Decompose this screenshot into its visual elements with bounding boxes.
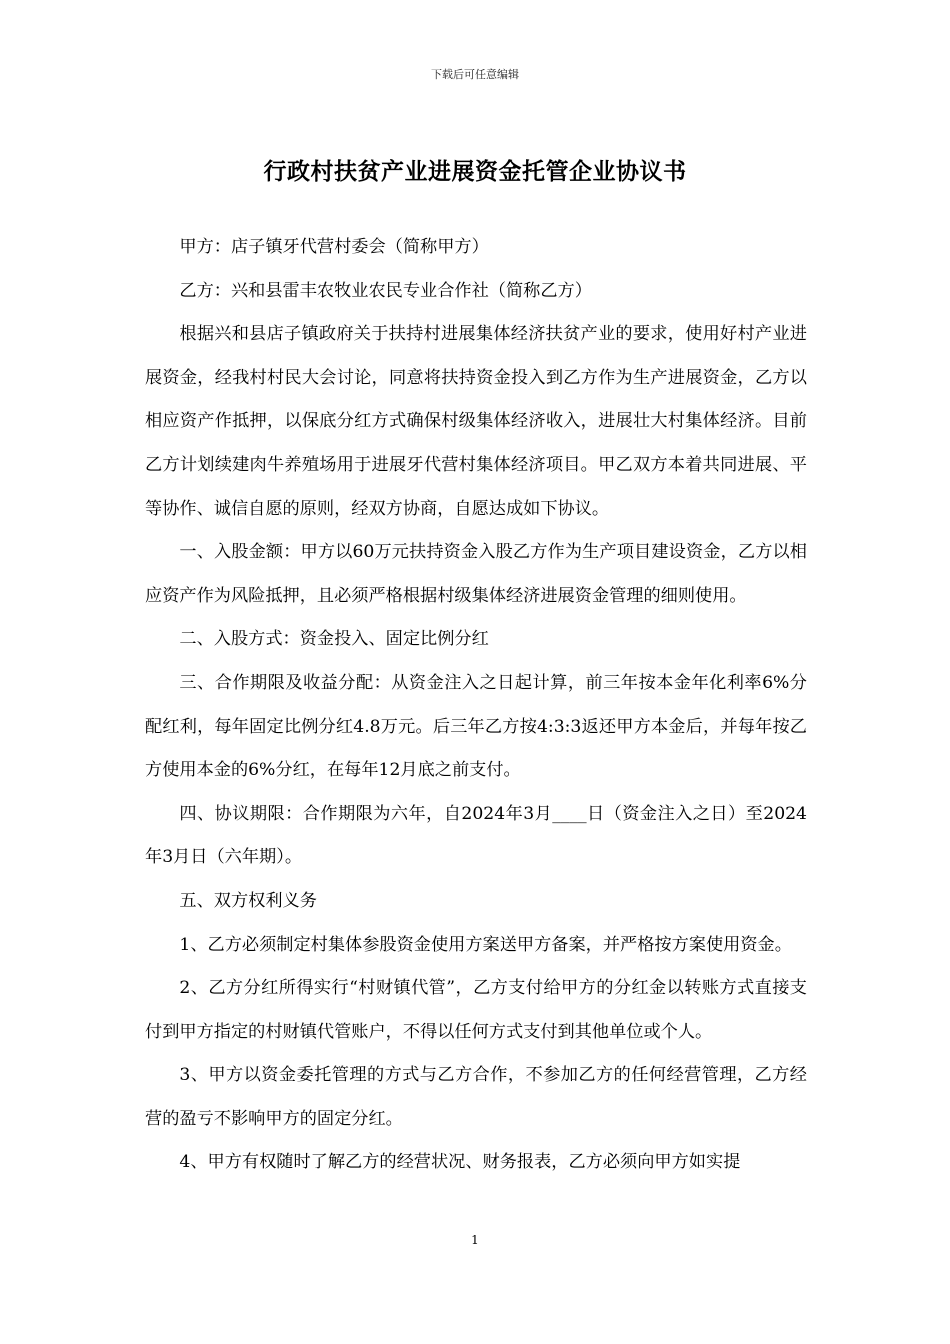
preamble-paragraph: 根据兴和县店子镇政府关于扶持村进展集体经济扶贫产业的要求，使用好村产业进展资金，经我村村民大会讨论，同意将扶持资金投入到乙方作为生产进展资金，乙方以相应资产作抵押，以保底分红方式确保村级集体经济收入，进展壮大村集体经济。目前乙方计划续建肉牛养殖场用于进展牙代营村集体经济项目。甲乙双方本着共同进展、平等协作、诚信自愿的原则，经双方协商，自愿达成如下协议。 xyxy=(145,324,807,519)
header-note: 下载后可任意编辑 xyxy=(431,68,519,81)
obligation-item-1: 1、乙方必须制定村集体参股资金使用方案送甲方备案，并严格按方案使用资金。 xyxy=(179,934,792,955)
clause-investment-method: 二、入股方式：资金投入、固定比例分红 xyxy=(179,629,489,650)
obligation-item-2: 2、乙方分红所得实行“村财镇代管”，乙方支付给甲方的分红金以转账方式直接支付到甲方指定的村财镇代管账户，不得以任何方式支付到其他单位或个人。 xyxy=(145,978,807,1042)
obligation-item-4: 4、甲方有权随时了解乙方的经营状况、财务报表，乙方必须向甲方如实提 xyxy=(179,1152,741,1173)
clause-agreement-period: 四、协议期限：合作期限为六年，自2024年3月____日（资金注入之日）至2024年3月日（六年期）。 xyxy=(145,803,807,868)
party-b-line: 乙方：兴和县雷丰农牧业农民专业合作社（简称乙方） xyxy=(179,280,592,301)
document-title: 行政村扶贫产业进展资金托管企业协议书 xyxy=(263,158,687,185)
clause-rights-obligations-heading: 五、双方权利义务 xyxy=(179,890,317,911)
document-body xyxy=(145,226,807,1185)
clause-term-and-profit: 三、合作期限及收益分配：从资金注入之日起计算，前三年按本金年化利率6%分配红利，每年固定比例分红4.8万元。后三年乙方按4:3:3返还甲方本金后，并每年按乙方使用本金的6%分红，在每年12月底之前支付。 xyxy=(145,672,807,781)
party-a-line: 甲方：店子镇牙代营村委会（简称甲方） xyxy=(179,237,489,257)
obligation-item-3: 3、甲方以资金委托管理的方式与乙方合作，不参加乙方的任何经营管理，乙方经营的盈亏不影响甲方的固定分红。 xyxy=(145,1065,807,1129)
page-number: 1 xyxy=(471,1233,479,1247)
clause-investment-amount: 一、入股金额：甲方以60万元扶持资金入股乙方作为生产项目建设资金，乙方以相应资产作为风险抵押，且必须严格根据村级集体经济进展资金管理的细则使用。 xyxy=(145,542,807,606)
